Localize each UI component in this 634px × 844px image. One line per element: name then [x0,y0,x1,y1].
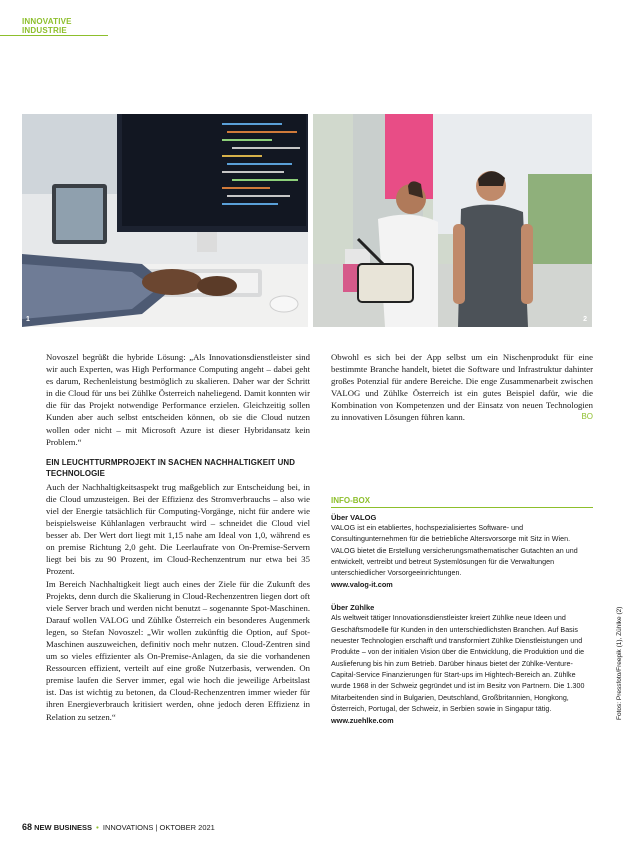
zuehlke-website-link[interactable]: www.zuehlke.com [331,716,394,726]
photo-1-illustration [22,114,308,327]
issue-info: INNOVATIONS | OKTOBER 2021 [102,823,215,832]
section-tag-rule [0,35,108,36]
page-footer [22,822,215,832]
section-tag: INNOVATIVE INDUSTRIE [22,17,72,35]
photo-number: 1 [26,316,30,323]
info-box-heading-valog: Über VALOG [331,513,377,522]
info-box-text-zuehlke: Als weltweit tätiger Innovationsdienstleister kreiert Zühlke neue Ideen und Geschäftsmodelle für Kunden in den unterschiedlichsten Branchen. Auf Basis neuester Technologien erschafft und transformiert Zühlke Dienstleistungen und Produkte – von der initialen Vision über die Entwicklung, die Produktion und die Auslieferung bis hin zum Betrieb. Darüber hinaus bietet der Zühlke-Venture-Capital-Service Finanzierungen für Start-ups im Hightech-Bereich an. Zühlke wurde 1968 in der Schweiz gegründet und ist im Besitz von Partnern. Die 1.300 Mitarbeitenden sind in Bulgarien, Deutschland, Großbritannien, Hongkong, Österreich, Portugal, der Schweiz, in Serbien sowie in Singapur tätig. [331,614,585,713]
article-paragraph: Novoszel begrüßt die hybride Lösung: „Als Innovationsdienstleister sind wir auch Experten, was High Performance Computing angeht – dabei geht es darum, Rechenleistung bestmöglich zu skalieren. Daher war der Schritt in die Cloud für uns bei Zühlke Österreich naheliegend. Damit konnten wir die für das Projekt notwendige Performance erzielen. Gleichzeitig sollen Kunden aber auch selbst entscheiden können, ob sie die Cloud nutzen wollen oder nicht – mit Microsoft Azure ist dieser Hybridansatz kein Problem.“ [46,352,310,447]
photo-2-illustration [313,114,592,327]
info-box-text-valog: VALOG ist ein etabliertes, hochspezialisiertes Software- und Consultingunternehmen für die betriebliche Altersvorsorge mit Sitz in Wien. VALOG bietet die Erstellung versicherungsmathematischer Gutachten an und entwickelt, vertreibt und betreut Systemlösungen für die Verwaltungen unterschiedlicher Vorsorgeeinrichtungen. [331,524,578,578]
article-paragraph: Im Bereich Nachhaltigkeit liegt auch eines der Ziele für die Zukunft des Projekts, denn durch die Skalierung in Cloud-Rechenzentren liegen dort oft viele Server brach und werden nicht benutzt – sogenannte Spot-Maschinen. Darauf wollen VALOG und Zühlke Österreich ein besonderes Augenmerk legen, so Stefan Novoszel: „Wir wollen zukünftig die Option, auf Spot-Maschinen auszuweichen, definitiv noch mehr nutzen. Cloud-Zentren sind um so vieles effizienter als On-Premise-Anlagen, da sie die vorhandenen Ressourcen effizient, verteilt auf eine große Nutzerbasis, verwenden. On premise laufen die Server immer, egal wie hoch die jeweilige Arbeitslast ist. Das ist wichtig zu betonen, da Cloud-Rechenzentren immer wieder für ihren Energieverbrauch kritisiert werden, ohne jedoch deren Effizienz in Relation zu setzen.“ [46,578,310,722]
info-box [331,496,593,726]
photo-number: 2 [583,316,587,323]
footer-separator: • [96,823,99,832]
article-paragraph: Auch der Nachhaltigkeitsaspekt trug maßgeblich zur Entscheidung bei, in die Cloud umzusteigen. Bei der Effizienz des Stromverbrauchs – also wie viel der Energie tatsächlich für Computing-Vorgänge, nicht für andere wie beispielsweise Kühlanlagen verbraucht wird – schneidet die Cloud viel besser ab. Der Wert dort liegt mit 1,15 nahe am Ideal von 1,0, während es on premise Richtung 2,0 geht. Die Leerlaufrate von On-Premise-Servern liegt bei bis zu 90 Prozent, im Cloud-Rechenzentrum nur etwa bei 35 Prozent. [46,481,310,577]
info-box-title: INFO-BOX [331,496,593,508]
magazine-name: NEW BUSINESS [34,823,93,832]
valog-website-link[interactable]: www.valog-it.com [331,580,393,590]
photo-two-men-walking [313,114,592,327]
article-paragraph-text: Obwohl es sich bei der App selbst um ein Nischenprodukt für eine bestimmte Branche handelt, bietet die Software und Infrastruktur dahinter großes Potenzial für andere Bereiche. Die enge Zusammenarbeit zwischen VALOG und Zühlke Österreich ist ein gutes Beispiel dafür, wie die Kombination von Kompetenzen und der Einsatz von neuen Technologien zu innovativen Lösungen führen kann. [331,352,593,423]
article-right-column [331,351,593,424]
photo-developer-at-computer [22,114,308,327]
article-paragraph [331,351,593,424]
info-box-heading-zuehlke: Über Zühlke [331,603,375,613]
article-left-column [46,351,310,723]
page-number: 68 [22,822,33,832]
author-mark: BO [581,412,593,422]
photo-credit: Fotos: Pressfoto/Freepik (1), Zühlke (2) [616,606,623,720]
article-subheading: EIN LEUCHTTURMPROJEKT IN SACHEN NACHHALTIGKEIT UND TECHNOLOGIE [46,457,296,478]
